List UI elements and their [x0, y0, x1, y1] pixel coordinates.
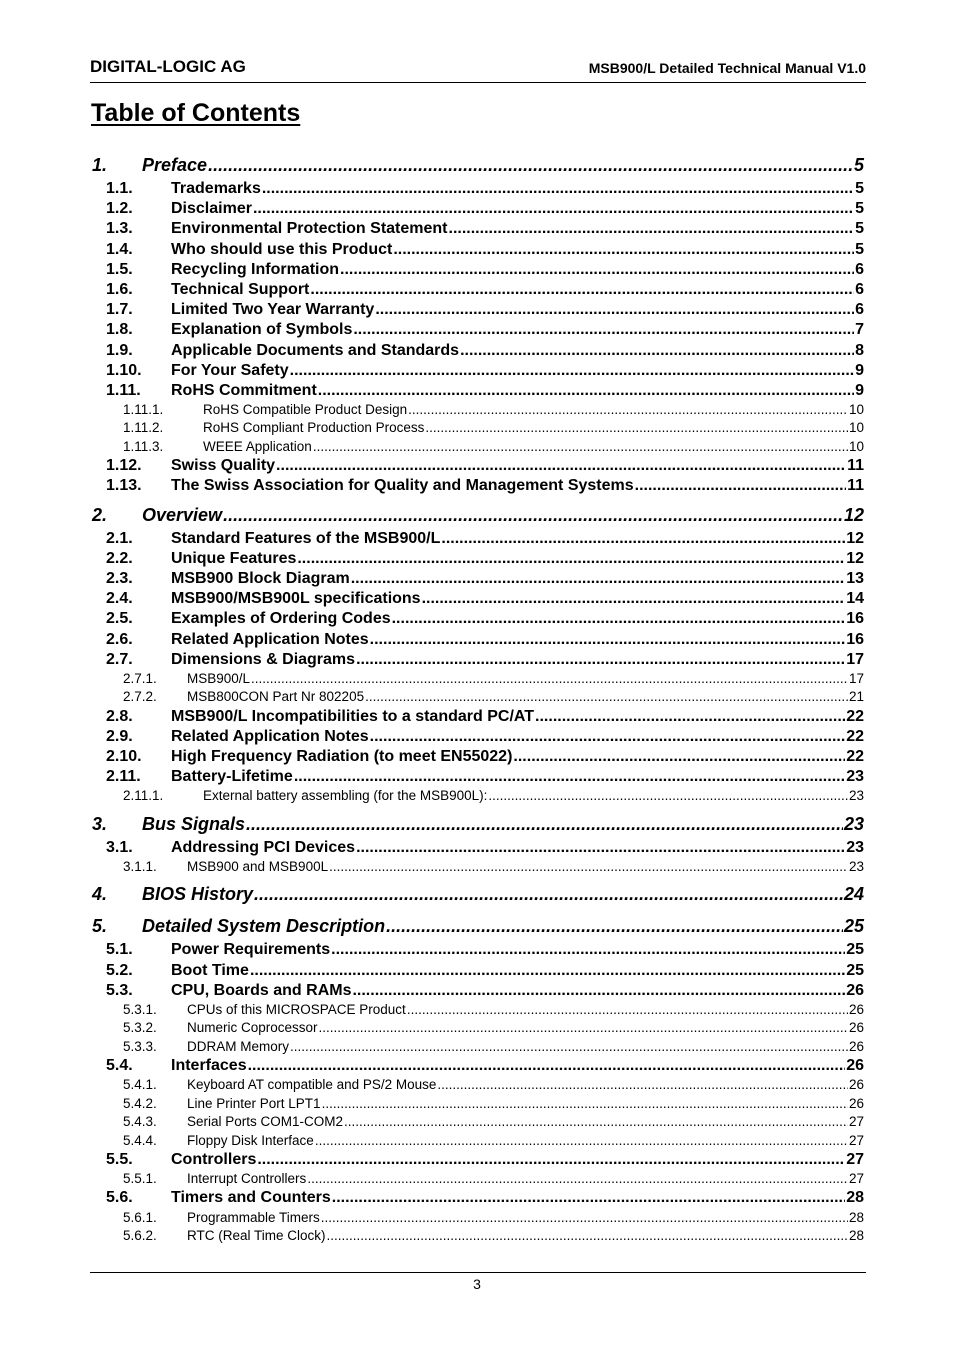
toc-entry-title: Limited Two Year Warranty	[171, 301, 375, 319]
toc-entry-number: 2.8.	[106, 707, 133, 725]
toc-entry[interactable]	[90, 260, 864, 280]
toc-entry-title: Standard Features of the MSB900/L	[171, 529, 441, 547]
toc-entry-number: 2.1.	[106, 529, 133, 547]
toc-entry[interactable]	[90, 1150, 864, 1170]
toc-entry-title: RoHS Commitment	[171, 381, 317, 399]
toc-entry-number: 4.	[92, 884, 108, 905]
toc-entry-title: MSB900/MSB900L specifications	[171, 590, 421, 608]
dot-leader	[351, 569, 845, 589]
dot-leader	[353, 320, 854, 340]
dot-leader	[253, 199, 854, 219]
toc-entry-number: 2.7.	[106, 650, 133, 668]
dot-leader	[344, 1113, 848, 1131]
toc-entry[interactable]	[90, 811, 864, 838]
toc-heading: Table of Contents	[91, 99, 301, 127]
toc-entry[interactable]	[90, 1170, 864, 1188]
toc-entry[interactable]	[90, 707, 864, 727]
toc-entry-title: RTC (Real Time Clock)	[187, 1228, 326, 1244]
toc-entry-number: 2.4.	[106, 590, 133, 608]
dot-leader	[322, 1095, 848, 1113]
toc-entry[interactable]	[90, 650, 864, 670]
toc-entry-number: 1.11.2.	[123, 420, 164, 436]
toc-entry-page: 17	[848, 670, 864, 686]
toc-entry-title: Keyboard AT compatible and PS/2 Mouse	[187, 1077, 437, 1093]
toc-entry-number: 1.7.	[106, 301, 133, 319]
toc-entry[interactable]	[90, 670, 864, 688]
dot-leader	[408, 401, 848, 419]
manual-title: MSB900/L Detailed Technical Manual V1.0	[588, 60, 866, 76]
dot-leader	[340, 260, 854, 280]
toc-entry[interactable]	[90, 609, 864, 629]
toc-entry[interactable]	[90, 1038, 864, 1056]
toc-entry-number: 5.3.3.	[123, 1038, 157, 1054]
toc-entry-title: RoHS Compliant Production Process	[203, 420, 425, 436]
toc-entry-number: 5.1.	[106, 941, 133, 959]
toc-entry-page: 26	[848, 1077, 864, 1093]
toc-entry-page: 23	[843, 813, 864, 834]
dot-leader	[365, 688, 848, 706]
dot-leader	[393, 240, 854, 260]
toc-entry-number: 1.1.	[106, 180, 133, 197]
dot-leader	[262, 179, 854, 199]
toc-entry-page: 9	[855, 361, 864, 379]
toc-entry[interactable]	[90, 240, 864, 260]
dot-leader	[635, 476, 846, 496]
toc-entry-page: 21	[848, 689, 864, 705]
dot-leader	[321, 1209, 848, 1227]
toc-entry[interactable]	[90, 280, 864, 300]
toc-entry[interactable]	[90, 476, 864, 496]
toc-entry-title: Battery-Lifetime	[171, 768, 293, 786]
dot-leader	[290, 1038, 848, 1056]
dot-leader	[208, 152, 853, 179]
toc-entry-page: 23	[848, 859, 864, 875]
toc-entry-number: 1.	[92, 155, 108, 175]
dot-leader	[392, 609, 846, 629]
toc-entry-page: 27	[848, 1171, 864, 1187]
toc-entry-number: 2.6.	[106, 630, 133, 648]
toc-entry-title: Boot Time	[171, 961, 249, 979]
toc-entry-title: DDRAM Memory	[187, 1038, 290, 1054]
toc-entry[interactable]	[90, 419, 864, 437]
toc-entry-number: 3.	[92, 813, 108, 834]
toc-entry-page: 23	[846, 768, 864, 786]
toc-entry[interactable]	[90, 981, 864, 1001]
dot-leader	[460, 341, 854, 361]
toc-entry-title: CPU, Boards and RAMs	[171, 981, 352, 999]
dot-leader	[437, 1076, 848, 1094]
dot-leader	[386, 913, 843, 940]
toc-entry-title: Detailed System Description	[142, 916, 386, 937]
toc-entry-number: 5.6.	[106, 1189, 133, 1207]
dot-leader	[246, 811, 843, 838]
toc-entry-title: Programmable Timers	[187, 1209, 320, 1225]
toc-entry-number: 5.4.1.	[123, 1077, 157, 1093]
toc-entry-title: Preface	[142, 155, 208, 175]
toc-entry[interactable]	[90, 1227, 864, 1245]
dot-leader	[449, 219, 855, 239]
toc-entry-number: 2.9.	[106, 727, 133, 745]
toc-entry[interactable]	[90, 341, 864, 361]
toc-entry-number: 5.3.2.	[123, 1020, 157, 1036]
toc-entry-title: MSB900/L	[187, 670, 251, 686]
toc-entry-page: 25	[843, 916, 864, 937]
toc-entry[interactable]	[90, 1076, 864, 1094]
page-header	[90, 56, 866, 83]
toc-entry-title: For Your Safety	[171, 361, 289, 379]
toc-entry[interactable]	[90, 767, 864, 787]
toc-entry-page: 7	[855, 321, 864, 339]
toc-entry-title: Technical Support	[171, 280, 310, 298]
dot-leader	[352, 981, 845, 1001]
toc-entry-page: 26	[848, 1038, 864, 1054]
toc-entry-title: Disclaimer	[171, 200, 252, 218]
toc-entry-page: 12	[846, 529, 864, 547]
toc-entry-number: 1.5.	[106, 260, 133, 278]
dot-leader	[307, 1170, 848, 1188]
toc-entry[interactable]	[90, 320, 864, 340]
toc-entry-number: 1.4.	[106, 240, 133, 258]
toc-entry-number: 1.12.	[106, 457, 142, 475]
toc-entry-number: 5.4.3.	[123, 1114, 157, 1130]
toc-entry-number: 1.10.	[106, 361, 142, 379]
toc-entry-title: CPUs of this MICROSPACE Product	[187, 1001, 406, 1017]
toc-entry-title: MSB900 and MSB900L	[187, 859, 329, 875]
toc-entry-page: 5	[855, 180, 864, 197]
toc-entry-page: 5	[853, 155, 864, 175]
toc-entry-number: 5.4.	[106, 1057, 133, 1075]
dot-leader	[370, 727, 846, 747]
toc-entry-number: 1.11.1.	[123, 402, 164, 418]
toc-entry-page: 23	[846, 838, 864, 856]
toc-entry-page: 26	[848, 1095, 864, 1111]
toc-entry[interactable]	[90, 199, 864, 219]
toc-entry-page: 22	[846, 727, 864, 745]
toc-entry[interactable]	[90, 401, 864, 419]
toc-entry[interactable]	[90, 361, 864, 381]
toc-entry-number: 5.	[92, 916, 108, 937]
dot-leader	[223, 502, 843, 529]
toc-entry-page: 5	[855, 240, 864, 258]
toc-entry-title: RoHS Compatible Product Design	[203, 402, 408, 418]
toc-entry-title: MSB900 Block Diagram	[171, 569, 350, 587]
toc-entry-page: 27	[846, 1150, 864, 1168]
toc-entry-number: 1.2.	[106, 200, 133, 218]
toc-entry-title: MSB800CON Part Nr 802205	[187, 689, 365, 705]
dot-leader	[248, 1056, 846, 1076]
toc-entry-number: 5.4.2.	[123, 1095, 157, 1111]
toc-entry-title: Floppy Disk Interface	[187, 1132, 314, 1148]
dot-leader	[294, 767, 845, 787]
toc-entry[interactable]	[90, 940, 864, 960]
toc-entry-number: 2.11.1.	[123, 788, 164, 804]
toc-entry-page: 28	[848, 1209, 864, 1225]
toc-entry-page: 16	[846, 630, 864, 648]
toc-entry-page: 27	[848, 1132, 864, 1148]
company-name: DIGITAL-LOGIC AG	[90, 57, 246, 76]
toc-entry[interactable]	[90, 438, 864, 456]
toc-entry-title: The Swiss Association for Quality and Management Systems	[171, 477, 634, 495]
toc-entry-number: 5.4.4.	[123, 1132, 157, 1148]
dot-leader	[356, 838, 845, 858]
toc-entry[interactable]	[90, 961, 864, 981]
toc-entry-title: Interfaces	[171, 1057, 247, 1075]
toc-entry-number: 5.6.2.	[123, 1228, 157, 1244]
dot-leader	[329, 858, 848, 876]
toc-entry-title: Applicable Documents and Standards	[171, 341, 460, 359]
toc-entry[interactable]	[90, 219, 864, 239]
toc-entry-title: Bus Signals	[142, 813, 246, 834]
toc-entry-title: Numeric Coprocessor	[187, 1020, 318, 1036]
toc-entry-number: 1.3.	[106, 220, 133, 238]
dot-leader	[251, 670, 848, 688]
toc-entry-page: 14	[846, 590, 864, 608]
toc-entry-title: Controllers	[171, 1150, 257, 1168]
toc-entry-page: 13	[846, 569, 864, 587]
dot-leader	[488, 787, 848, 805]
toc-entry-number: 1.6.	[106, 280, 133, 298]
toc-entry-number: 2.3.	[106, 569, 133, 587]
toc-entry-number: 2.7.2.	[123, 689, 157, 705]
toc-entry[interactable]	[90, 1001, 864, 1019]
toc-entry-page: 23	[848, 788, 864, 804]
dot-leader	[297, 549, 845, 569]
toc-entry[interactable]	[90, 549, 864, 569]
toc-entry[interactable]	[90, 456, 864, 476]
toc-entry[interactable]	[90, 630, 864, 650]
dot-leader	[407, 1001, 848, 1019]
toc-entry-number: 1.11.	[106, 381, 141, 399]
footer-rule	[90, 1272, 866, 1273]
toc-entry-number: 5.6.1.	[123, 1209, 157, 1225]
dot-leader	[250, 961, 845, 981]
toc-entry-title: Dimensions & Diagrams	[171, 650, 356, 668]
toc-entry[interactable]	[90, 881, 864, 908]
toc-entry-number: 2.7.1.	[123, 670, 157, 686]
toc-entry-number: 5.2.	[106, 961, 133, 979]
toc-entry-title: BIOS History	[142, 884, 254, 905]
toc-entry-title: Unique Features	[171, 549, 297, 567]
toc-entry[interactable]	[90, 152, 864, 179]
toc-entry-page: 26	[848, 1020, 864, 1036]
toc-entry-title: Line Printer Port LPT1	[187, 1095, 321, 1111]
toc-entry-title: Environmental Protection Statement	[171, 220, 448, 238]
toc-entry-title: High Frequency Radiation (to meet EN55022)	[171, 748, 513, 766]
toc-entry[interactable]	[90, 747, 864, 767]
toc-entry-page: 24	[843, 884, 864, 905]
toc-entry-title: Related Application Notes	[171, 630, 369, 648]
dot-leader	[331, 940, 845, 960]
dot-leader	[375, 300, 854, 320]
toc-entry-page: 10	[848, 438, 864, 454]
toc-entry-page: 6	[855, 280, 864, 298]
toc-entry-title: Addressing PCI Devices	[171, 838, 356, 856]
toc-entry[interactable]	[90, 1019, 864, 1037]
toc-entry-title: Recycling Information	[171, 260, 340, 278]
toc-entry[interactable]	[90, 1056, 864, 1076]
toc-entry[interactable]	[90, 838, 864, 858]
toc-entry-page: 28	[846, 1189, 864, 1207]
toc-entry-title: Explanation of Symbols	[171, 321, 353, 339]
toc-entry-page: 26	[846, 981, 864, 999]
toc-entry[interactable]	[90, 688, 864, 706]
toc-entry-number: 1.11.3.	[123, 438, 164, 454]
dot-leader	[315, 1132, 848, 1150]
toc-entry-number: 2.5.	[106, 610, 133, 628]
toc-entry-page: 11	[847, 477, 864, 495]
toc-entry-title: MSB900/L Incompatibilities to a standard PC/AT	[171, 707, 535, 725]
toc-entry-page: 28	[848, 1228, 864, 1244]
toc-entry-page: 25	[846, 941, 864, 959]
toc-entry[interactable]	[90, 381, 864, 401]
toc-entry[interactable]	[90, 727, 864, 747]
toc-entry-number: 2.2.	[106, 549, 133, 567]
toc-entry-title: External battery assembling (for the MSB900L):	[203, 788, 488, 804]
dot-leader	[441, 529, 845, 549]
toc-entry-page: 6	[855, 301, 864, 319]
toc-entry-page: 26	[846, 1057, 864, 1075]
toc-entry-number: 3.1.	[106, 838, 133, 856]
toc-entry-title: Swiss Quality	[171, 457, 276, 475]
dot-leader	[332, 1188, 845, 1208]
dot-leader	[318, 381, 854, 401]
dot-leader	[422, 589, 846, 609]
toc-entry-title: Examples of Ordering Codes	[171, 610, 391, 628]
toc-entry-page: 26	[848, 1001, 864, 1017]
dot-leader	[319, 1019, 848, 1037]
toc-entry[interactable]	[90, 1095, 864, 1113]
toc-entry-title: Who should use this Product	[171, 240, 393, 258]
dot-leader	[356, 650, 845, 670]
dot-leader	[257, 1150, 845, 1170]
toc-entry[interactable]	[90, 529, 864, 549]
dot-leader	[425, 419, 848, 437]
toc-entry[interactable]	[90, 300, 864, 320]
dot-leader	[290, 361, 854, 381]
toc-entry-number: 5.5.	[106, 1150, 133, 1168]
toc-entry-title: WEEE Application	[203, 438, 312, 454]
toc-entry[interactable]	[90, 502, 864, 529]
toc-entry-number: 1.13.	[106, 477, 142, 495]
toc-entry-title: Overview	[142, 504, 223, 525]
dot-leader	[370, 630, 846, 650]
toc-entry-page: 22	[846, 707, 864, 725]
toc-entry-page: 5	[855, 200, 864, 218]
toc-entry-page: 16	[846, 610, 864, 628]
toc-entry-page: 11	[847, 457, 864, 475]
dot-leader	[513, 747, 845, 767]
page-number: 3	[473, 1276, 481, 1292]
toc-entry-page: 6	[855, 260, 864, 278]
toc-entry-page: 10	[848, 402, 864, 418]
toc-entry-title: Related Application Notes	[171, 727, 369, 745]
toc-entry-number: 1.9.	[106, 341, 133, 359]
toc-entry-number: 2.11.	[106, 768, 141, 786]
toc-entry-number: 5.5.1.	[123, 1171, 157, 1187]
toc-entry[interactable]	[90, 1188, 864, 1208]
toc-entry[interactable]	[90, 787, 864, 805]
toc-entry-number: 2.	[92, 504, 108, 525]
table-of-contents	[90, 152, 864, 1245]
toc-entry-page: 12	[843, 504, 864, 525]
toc-entry-number: 5.3.1.	[123, 1001, 157, 1017]
toc-entry-page: 22	[846, 748, 864, 766]
toc-entry[interactable]	[90, 913, 864, 940]
dot-leader	[313, 438, 848, 456]
toc-entry[interactable]	[90, 858, 864, 876]
toc-entry-page: 10	[848, 420, 864, 436]
toc-entry[interactable]	[90, 1132, 864, 1150]
dot-leader	[310, 280, 854, 300]
toc-entry[interactable]	[90, 179, 864, 199]
toc-entry[interactable]	[90, 1113, 864, 1131]
toc-entry-title: Timers and Counters	[171, 1189, 331, 1207]
toc-entry-page: 25	[846, 961, 864, 979]
toc-entry-page: 5	[855, 220, 864, 238]
toc-entry-page: 27	[848, 1114, 864, 1130]
toc-entry-page: 12	[846, 549, 864, 567]
toc-entry[interactable]	[90, 569, 864, 589]
toc-entry-title: Interrupt Controllers	[187, 1171, 307, 1187]
toc-entry-number: 3.1.1.	[123, 859, 157, 875]
toc-entry-title: Serial Ports COM1-COM2	[187, 1114, 344, 1130]
toc-entry-number: 1.8.	[106, 321, 133, 339]
toc-entry-title: Trademarks	[171, 180, 261, 197]
dot-leader	[535, 707, 845, 727]
toc-entry-title: Power Requirements	[171, 941, 331, 959]
toc-entry-number: 2.10.	[106, 748, 142, 766]
dot-leader	[254, 881, 843, 908]
toc-entry[interactable]	[90, 1209, 864, 1227]
toc-entry-page: 8	[855, 341, 864, 359]
dot-leader	[276, 456, 846, 476]
toc-entry[interactable]	[90, 589, 864, 609]
toc-entry-page: 9	[855, 381, 864, 399]
toc-entry-number: 5.3.	[106, 981, 133, 999]
dot-leader	[327, 1227, 848, 1245]
toc-entry-page: 17	[846, 650, 864, 668]
